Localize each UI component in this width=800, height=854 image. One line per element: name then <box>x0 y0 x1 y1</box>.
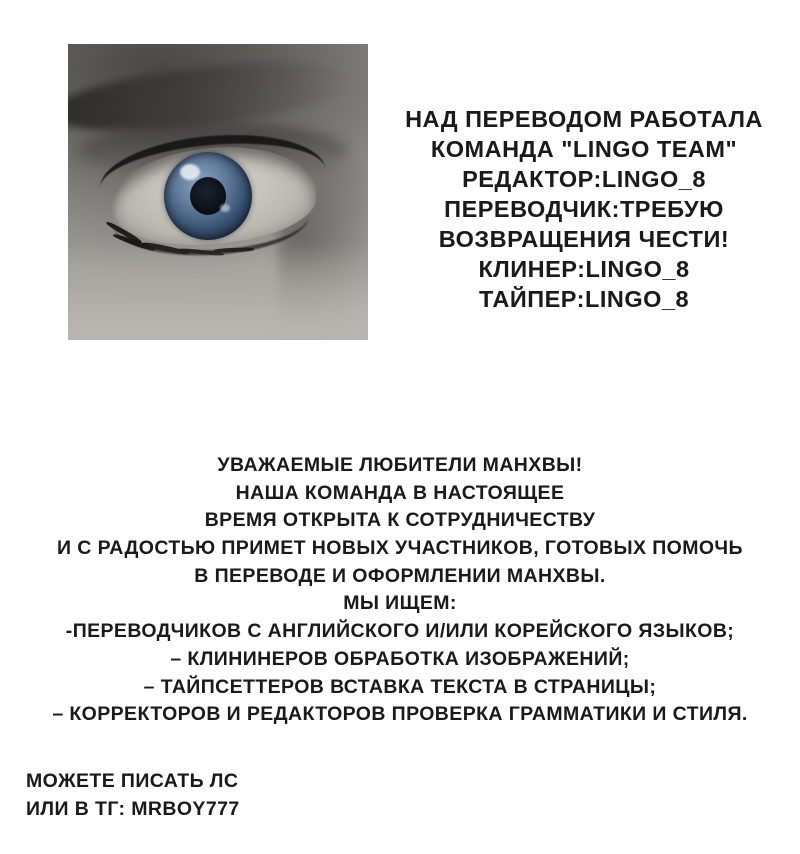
eye-highlight-secondary <box>220 204 230 212</box>
vacancy-cleaners: – КЛИНИНЕРОВ ОБРАБОТКА ИЗОБРАЖЕНИЙ; <box>170 647 630 670</box>
vacancy-translators: -ПЕРЕВОДЧИКОВ С АНГЛИЙСКОГО И/ИЛИ КОРЕЙСКОГО ЯЗЫКОВ; <box>65 620 735 643</box>
credits-line-cleaner: КЛИНЕР:LINGO_8 <box>478 256 690 283</box>
announcement-line-1: УВАЖАЕМЫЕ ЛЮБИТЕЛИ МАНХВЫ! <box>217 454 583 476</box>
announcement-block <box>0 452 800 729</box>
credits-line-editor: РЕДАКТОР:LINGO_8 <box>462 166 706 193</box>
credits-block <box>0 44 800 344</box>
announcement-line-2: НАША КОМАНДА В НАСТОЯЩЕЕ <box>235 481 565 504</box>
announcement-line-heading: МЫ ИЩЕМ: <box>343 592 457 615</box>
cheek-shading <box>68 244 368 340</box>
vacancy-typesetters: – ТАЙПСЕТТЕРОВ ВСТАВКА ТЕКСТА В СТРАНИЦЫ; <box>143 675 657 698</box>
announcement-line-3: ВРЕМЯ ОТКРЫТА К СОТРУДНИЧЕСТВУ <box>204 509 596 532</box>
announcement-line-4: И С РАДОСТЬЮ ПРИМЕТ НОВЫХ УЧАСТНИКОВ, ГОТОВЫХ ПОМОЧЬ <box>57 537 743 560</box>
credits-line-1: НАД ПЕРЕВОДОМ РАБОТАЛА <box>405 106 763 132</box>
announcement-line-5: В ПЕРЕВОДЕ И ОФОРМЛЕНИИ МАНХВЫ. <box>194 564 606 587</box>
credits-line-translator: ПЕРЕВОДЧИК:ТРЕБУЮ <box>444 196 724 223</box>
credits-line-2: КОМАНДА "LINGO TEAM" <box>430 136 738 163</box>
eye-illustration <box>68 44 368 340</box>
credits-line-typer: ТАЙПЕР:LINGO_8 <box>478 286 690 313</box>
contact-line-telegram: ИЛИ В ТГ: MRBOY777 <box>26 797 240 820</box>
credits-text <box>388 104 780 315</box>
credits-line-translator-2: ВОЗВРАЩЕНИЯ ЧЕСТИ! <box>438 226 730 253</box>
vacancy-proofreaders: – КОРРЕКТОРОВ И РЕДАКТОРОВ ПРОВЕРКА ГРАММАТИКИ И СТИЛЯ. <box>52 703 748 726</box>
contact-line-dm: МОЖЕТЕ ПИСАТЬ ЛС <box>26 770 239 792</box>
contact-block <box>26 768 626 823</box>
